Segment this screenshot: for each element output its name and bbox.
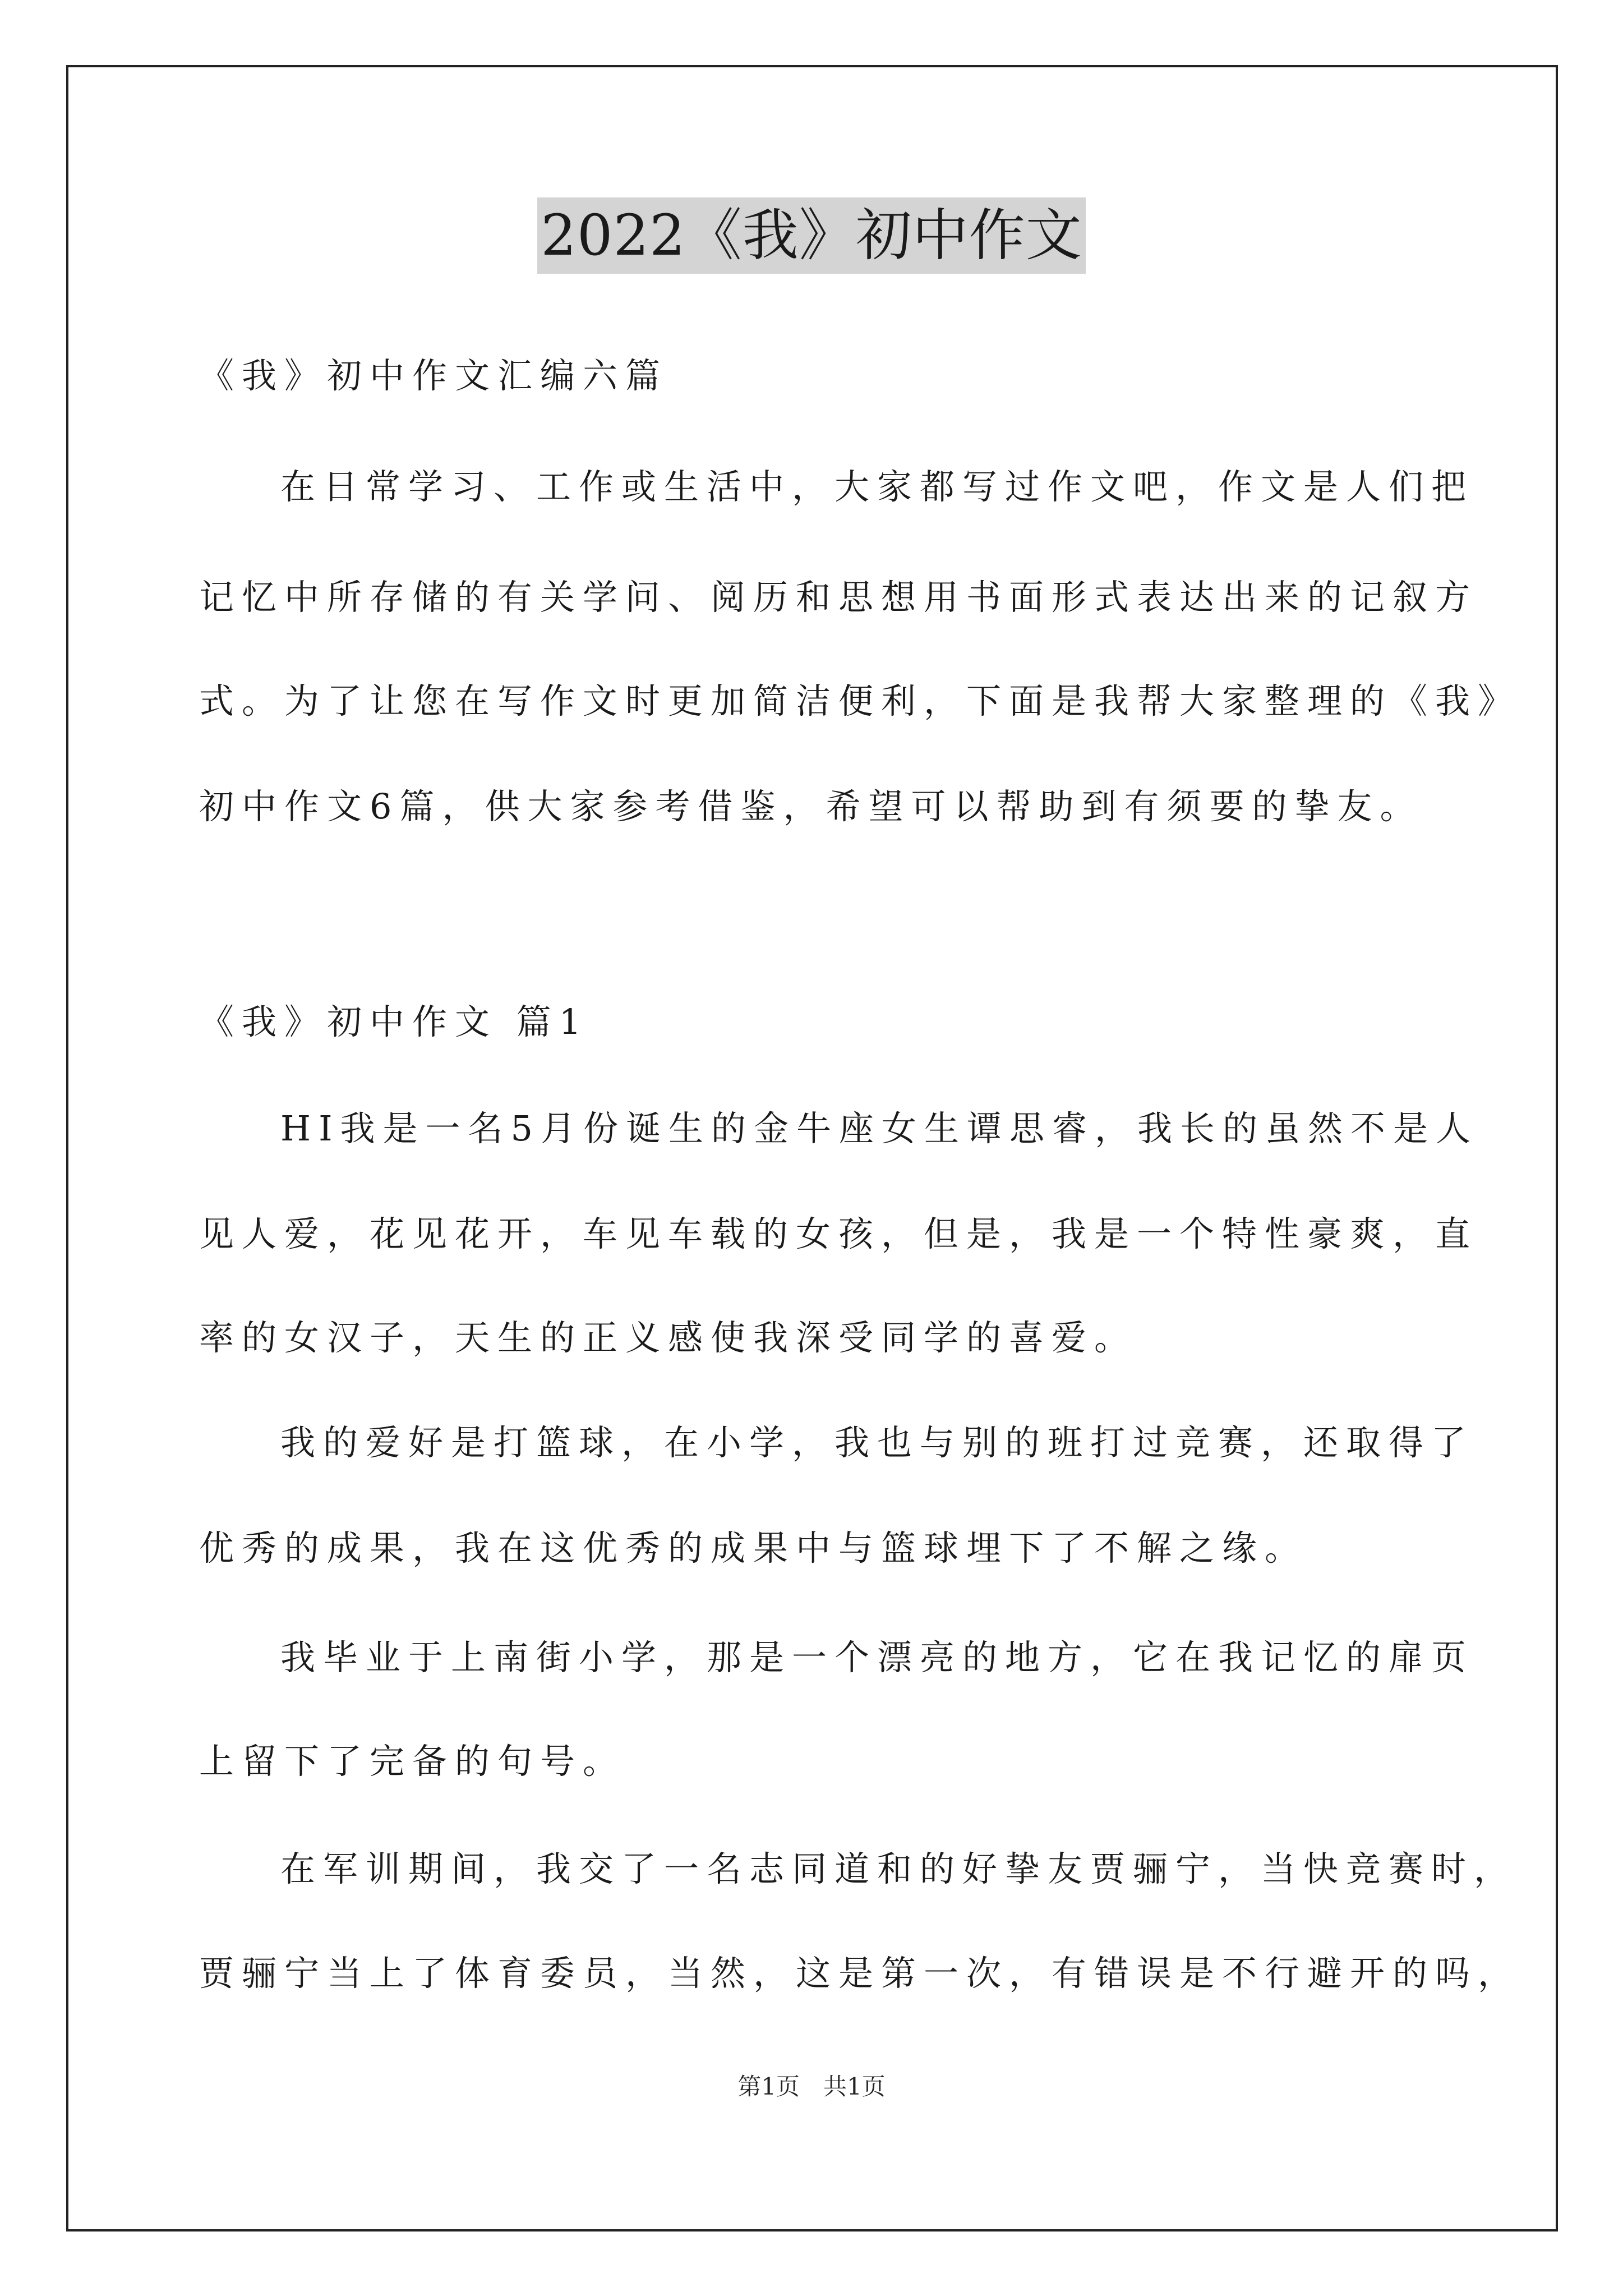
document-title: 2022《我》初中作文 (537, 197, 1086, 274)
body-line: 在军训期间，我交了一名志同道和的好挚友贾骊宁，当快竞赛时， (280, 1848, 1517, 1889)
section-heading: 《我》初中作文 篇1 (199, 1001, 589, 1042)
intro-line: 记忆中所存储的有关学问、阅历和思想用书面形式表达出来的记叙方 (199, 577, 1478, 618)
body-line: 我的爱好是打篮球，在小学，我也与别的班打过竞赛，还取得了 (280, 1422, 1474, 1463)
page-number-footer: 第1页 共1页 (737, 2073, 886, 2100)
intro-line: 初中作文6篇，供大家参考借鉴，希望可以帮助到有须要的挚友。 (199, 786, 1423, 827)
title-container (0, 197, 1623, 274)
body-line: 上留下了完备的句号。 (199, 1741, 626, 1782)
body-line: 优秀的成果，我在这优秀的成果中与篮球埋下了不解之缘。 (199, 1527, 1308, 1568)
body-line: 率的女汉子，天生的正义感使我深受同学的喜爱。 (199, 1317, 1137, 1358)
body-line: 我毕业于上南街小学，那是一个漂亮的地方，它在我记忆的扉页 (280, 1637, 1474, 1678)
body-line: 贾骊宁当上了体育委员，当然，这是第一次，有错误是不行避开的吗， (199, 1953, 1521, 1994)
intro-line: 式。为了让您在写作文时更加简洁便利，下面是我帮大家整理的《我》 (199, 680, 1521, 721)
intro-line: 在日常学习、工作或生活中，大家都写过作文吧，作文是人们把 (280, 466, 1474, 507)
body-line: HI我是一名5月份诞生的金牛座女生谭思睿，我长的虽然不是人 (280, 1108, 1479, 1149)
body-line: 见人爱，花见花开，车见车载的女孩，但是，我是一个特性豪爽，直 (199, 1213, 1478, 1254)
document-subtitle: 《我》初中作文汇编六篇 (199, 355, 668, 396)
